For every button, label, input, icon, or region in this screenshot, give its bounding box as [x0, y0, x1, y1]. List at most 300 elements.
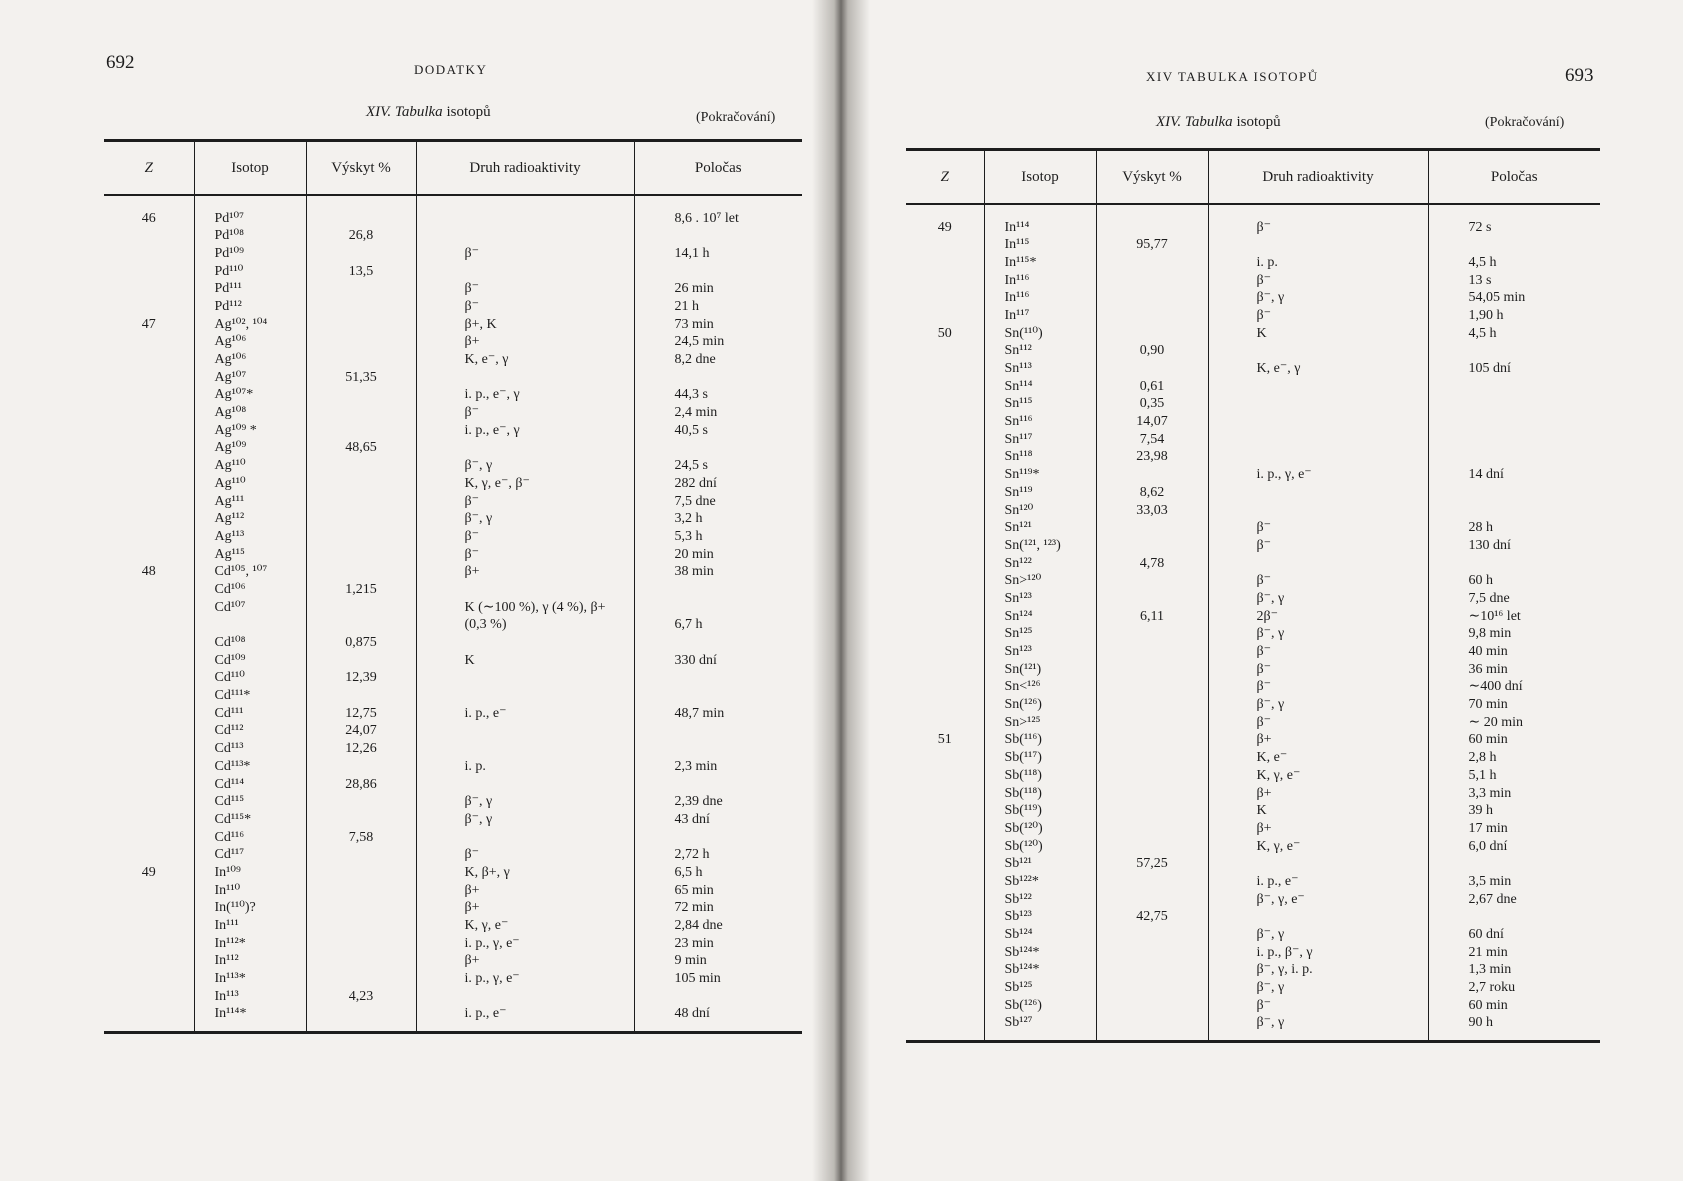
half-life: 3,3 min	[1468, 785, 1512, 801]
z-value	[104, 722, 194, 740]
half-life: 14 dní	[1468, 467, 1504, 483]
isotope-symbol: Ag¹¹⁰	[214, 458, 246, 474]
book-gutter	[812, 0, 870, 1181]
half-life: 2,3 min	[674, 758, 718, 774]
z-value	[104, 899, 194, 917]
decay-mode: K, γ, e⁻, β⁻	[464, 475, 530, 491]
decay-mode: β⁻, γ	[1256, 1015, 1285, 1031]
isotope-symbol: Sn¹¹⁹*	[1004, 467, 1040, 483]
z-value	[104, 846, 194, 864]
z-value	[906, 236, 984, 254]
caption-rest: isotopů	[1236, 114, 1281, 130]
header-decay: Druh radioaktivity	[1208, 150, 1428, 204]
occurrence-value	[1097, 360, 1208, 378]
isotope-symbol: In¹¹¹	[214, 918, 239, 933]
z-value	[906, 555, 984, 573]
z-value	[104, 705, 194, 723]
z-value	[906, 643, 984, 661]
half-life: 2,67 dne	[1468, 891, 1517, 907]
half-life	[635, 634, 803, 652]
occurrence-value: 1,215	[345, 581, 377, 597]
half-life: 105 min	[674, 971, 721, 987]
running-head: DODATKY	[414, 62, 488, 77]
z-value	[104, 634, 194, 652]
header-occurrence: Výskyt %	[306, 141, 416, 195]
half-life	[1429, 502, 1601, 520]
isotope-symbol: Pd¹¹²	[214, 298, 242, 314]
half-life	[635, 776, 803, 794]
occurrence-value	[1097, 820, 1208, 838]
half-life: 2,39 dne	[674, 794, 723, 810]
occurrence-value	[307, 298, 416, 316]
column-z	[104, 195, 194, 1033]
half-life	[1429, 431, 1601, 449]
decay-mode: β⁻	[1256, 997, 1272, 1013]
z-value	[906, 749, 984, 767]
decay-mode: K, e⁻, γ	[464, 352, 509, 367]
decay-mode: i. p., e⁻	[1256, 873, 1299, 889]
z-value	[906, 608, 984, 626]
isotope-symbol: Cd¹¹³*	[214, 758, 251, 774]
decay-mode: i. p.	[1256, 254, 1278, 270]
z-value: 50	[937, 325, 952, 341]
decay-mode: β+	[1256, 732, 1272, 748]
decay-mode: β⁻	[1256, 661, 1272, 677]
z-value	[906, 1014, 984, 1032]
z-value	[906, 413, 984, 431]
occurrence-value	[1097, 926, 1208, 944]
isotope-symbol: In¹¹⁵	[1004, 237, 1030, 253]
isotope-symbol: Cd¹¹⁵	[214, 794, 245, 810]
isotope-symbol: Sn¹²⁴	[1004, 608, 1033, 624]
decay-mode: β⁻	[464, 847, 480, 863]
isotope-symbol: Cd¹¹¹*	[214, 688, 251, 704]
decay-mode: K	[1256, 325, 1267, 341]
half-life: 72 min	[674, 900, 714, 916]
occurrence-value	[1097, 714, 1208, 732]
isotope-table	[906, 148, 1600, 1043]
continued-label: (Pokračování)	[1485, 115, 1565, 130]
isotope-symbol: Pd¹⁰⁷	[214, 210, 244, 226]
half-life: 2,4 min	[674, 405, 718, 421]
isotope-symbol: Sn¹²³	[1004, 590, 1032, 606]
isotope-symbol: Sn¹¹³	[1004, 361, 1032, 376]
decay-mode: β⁻	[1256, 714, 1272, 730]
header-z: Z	[906, 150, 984, 204]
z-value	[104, 952, 194, 970]
isotope-symbol: In¹¹²*	[214, 935, 246, 951]
z-value	[906, 360, 984, 378]
page-number: 692	[106, 52, 135, 73]
decay-mode: i. p., β⁻, γ	[1256, 944, 1313, 960]
isotope-symbol: Cd¹¹⁴	[214, 776, 245, 792]
isotope-symbol: Sb¹²²*	[1004, 873, 1039, 889]
z-value	[104, 758, 194, 776]
z-value	[104, 528, 194, 546]
occurrence-value	[307, 280, 416, 298]
z-value	[104, 510, 194, 528]
isotope-symbol: Sb(¹¹⁸)	[1004, 785, 1042, 801]
occurrence-value: 7,54	[1139, 431, 1165, 447]
half-life: 60 h	[1468, 573, 1493, 589]
z-value	[906, 395, 984, 413]
occurrence-value	[1097, 643, 1208, 661]
occurrence-value	[307, 616, 416, 634]
half-life	[1429, 855, 1601, 873]
decay-mode	[417, 988, 634, 1006]
half-life	[635, 829, 803, 847]
occurrence-value	[307, 917, 416, 935]
half-life	[1429, 378, 1601, 396]
decay-mode	[417, 369, 634, 387]
column-decay	[1208, 204, 1428, 1042]
half-life	[635, 669, 803, 687]
isotope-symbol: Ag¹¹³	[214, 528, 245, 544]
half-life: 90 h	[1468, 1015, 1493, 1031]
half-life	[635, 687, 803, 705]
decay-mode: i. p., e⁻, γ	[464, 387, 520, 403]
z-value	[906, 767, 984, 785]
half-life: 28 h	[1468, 520, 1493, 536]
half-life: 5,1 h	[1468, 767, 1497, 783]
isotope-symbol: Sn¹¹⁸	[1004, 449, 1033, 465]
isotope-symbol: Sn¹²³	[1004, 644, 1032, 659]
half-life: 21 min	[1468, 944, 1508, 960]
isotope-symbol: Sn¹¹⁷	[1004, 431, 1033, 447]
isotope-symbol: Cd¹⁰⁸	[214, 635, 246, 650]
z-value	[104, 616, 194, 634]
half-life: 23 min	[674, 935, 714, 951]
half-life: 60 min	[1468, 732, 1508, 748]
occurrence-value	[307, 864, 416, 882]
decay-mode: (0,3 %)	[464, 617, 507, 633]
decay-mode: β⁻	[464, 281, 480, 297]
isotope-symbol: Sb¹²⁴*	[1004, 944, 1040, 960]
occurrence-value: 12,39	[345, 670, 377, 686]
z-value	[906, 590, 984, 608]
half-life: 8,2 dne	[674, 352, 716, 367]
occurrence-value	[307, 811, 416, 829]
isotope-symbol: Pd¹⁰⁹	[214, 245, 244, 261]
isotope-symbol: Ag¹⁰⁷	[214, 369, 247, 385]
half-life: 40 min	[1468, 644, 1508, 659]
isotope-symbol: Sn(¹²¹, ¹²³)	[1004, 537, 1061, 553]
half-life: ∼400 dní	[1468, 679, 1523, 695]
decay-mode: K	[1256, 803, 1267, 819]
occurrence-value: 12,26	[345, 741, 377, 757]
half-life: 9 min	[674, 953, 707, 969]
decay-mode	[1209, 395, 1428, 413]
decay-mode	[1209, 502, 1428, 520]
decay-mode: β⁻	[464, 405, 480, 421]
isotope-symbol: Sb(¹¹⁶)	[1004, 732, 1042, 748]
half-life: 4,5 h	[1468, 325, 1497, 341]
decay-mode: β⁻	[464, 493, 480, 509]
isotope-symbol: Ag¹¹⁵	[214, 546, 245, 562]
half-life: 4,5 h	[1468, 254, 1497, 270]
occurrence-value	[1097, 272, 1208, 290]
z-value	[104, 404, 194, 422]
half-life	[635, 227, 803, 245]
isotope-symbol: Sb¹²⁷	[1004, 1015, 1033, 1031]
decay-mode: β⁻, γ	[464, 794, 493, 810]
isotope-symbol: Cd¹⁰⁷	[214, 599, 246, 615]
half-life: 60 dní	[1468, 927, 1504, 942]
decay-mode: β+	[464, 900, 480, 916]
z-value	[906, 572, 984, 590]
z-value	[104, 280, 194, 298]
occurrence-value	[1097, 785, 1208, 803]
decay-mode	[417, 776, 634, 794]
isotope-symbol: Ag¹⁰⁷*	[214, 387, 254, 403]
occurrence-value: 0,875	[345, 635, 377, 650]
continued-label: (Pokračování)	[696, 110, 776, 125]
isotope-symbol: Cd¹¹²	[214, 723, 244, 739]
half-life	[635, 439, 803, 457]
half-life	[635, 740, 803, 758]
isotope-symbol: Sb(¹¹⁸)	[1004, 767, 1042, 783]
occurrence-value	[1097, 838, 1208, 856]
occurrence-value: 8,62	[1139, 484, 1165, 500]
isotope-symbol: Cd¹¹⁰	[214, 670, 245, 686]
isotope-symbol: Sb(¹²⁶)	[1004, 997, 1042, 1013]
occurrence-value: 95,77	[1136, 237, 1168, 253]
z-value	[906, 891, 984, 909]
occurrence-value	[1097, 537, 1208, 555]
occurrence-value: 24,07	[345, 723, 377, 739]
isotope-symbol: Cd¹⁰⁵, ¹⁰⁷	[214, 564, 268, 580]
half-life	[1429, 448, 1601, 466]
occurrence-value: 28,86	[345, 776, 377, 792]
occurrence-value	[1097, 572, 1208, 590]
isotope-symbol: Sb¹²⁴*	[1004, 962, 1040, 978]
occurrence-value	[307, 510, 416, 528]
half-life: 39 h	[1468, 803, 1493, 819]
isotope-symbol: Sn¹¹⁵	[1004, 396, 1033, 412]
occurrence-value	[307, 404, 416, 422]
isotope-symbol: In¹¹²	[214, 953, 239, 969]
z-value	[104, 776, 194, 794]
decay-mode: 2β⁻	[1256, 608, 1279, 624]
caption-number: XIV.	[366, 104, 392, 120]
isotope-symbol: In¹¹³	[214, 988, 239, 1004]
half-life: 282 dní	[674, 475, 717, 491]
z-value	[906, 961, 984, 979]
half-life: 65 min	[674, 882, 714, 898]
header-isotope: Isotop	[194, 141, 306, 195]
caption-italic: Tabulka	[1184, 114, 1233, 130]
occurrence-value	[307, 422, 416, 440]
occurrence-value	[307, 210, 416, 228]
occurrence-value	[1097, 219, 1208, 237]
half-life	[635, 581, 803, 599]
half-life: 7,5 dne	[1468, 590, 1510, 606]
z-value	[906, 342, 984, 360]
half-life: 7,5 dne	[674, 493, 716, 509]
decay-mode: K, γ, e⁻	[1256, 767, 1301, 783]
z-value	[104, 439, 194, 457]
z-value	[104, 652, 194, 670]
occurrence-value	[1097, 1014, 1208, 1032]
occurrence-value: 42,75	[1136, 909, 1168, 925]
occurrence-value	[1097, 997, 1208, 1015]
decay-mode	[1209, 908, 1428, 926]
occurrence-value: 7,58	[348, 829, 374, 845]
z-value	[906, 537, 984, 555]
half-life: 70 min	[1468, 697, 1508, 713]
decay-mode: β⁻	[1256, 644, 1272, 659]
decay-mode	[417, 669, 634, 687]
z-value	[906, 838, 984, 856]
occurrence-value	[307, 563, 416, 581]
z-value: 46	[141, 210, 156, 226]
decay-mode: β⁻, γ, i. p.	[1256, 962, 1313, 978]
occurrence-value	[1097, 678, 1208, 696]
z-value	[104, 457, 194, 475]
half-life: 8,6 . 10⁷ let	[674, 210, 739, 226]
isotope-symbol: Sb(¹²⁰)	[1004, 820, 1043, 836]
isotope-symbol: Ag¹⁰⁸	[214, 405, 247, 421]
isotope-symbol: Sn¹²⁵	[1004, 626, 1033, 642]
z-value	[906, 855, 984, 873]
occurrence-value	[1097, 979, 1208, 997]
decay-mode	[1209, 431, 1428, 449]
z-value	[906, 502, 984, 520]
half-life: 9,8 min	[1468, 626, 1512, 642]
half-life: 60 min	[1468, 997, 1508, 1013]
z-value	[906, 696, 984, 714]
decay-mode	[1209, 855, 1428, 873]
occurrence-value	[1097, 289, 1208, 307]
right-page	[870, 0, 1683, 1181]
z-value	[906, 908, 984, 926]
column-z	[906, 204, 984, 1042]
decay-mode: β+	[1256, 820, 1272, 836]
occurrence-value: 13,5	[348, 263, 374, 279]
decay-mode	[417, 439, 634, 457]
decay-mode	[1209, 413, 1428, 431]
isotope-symbol: In(¹¹⁰)?	[214, 900, 256, 916]
decay-mode: K (∼100 %), γ (4 %), β+	[464, 599, 606, 615]
decay-mode	[417, 722, 634, 740]
occurrence-value	[307, 528, 416, 546]
decay-mode: i. p.	[464, 758, 486, 774]
half-life: 36 min	[1468, 661, 1508, 677]
isotope-symbol: Ag¹¹¹	[214, 493, 245, 509]
page-number: 693	[1565, 65, 1594, 86]
z-value	[104, 669, 194, 687]
z-value	[104, 369, 194, 387]
decay-mode	[417, 581, 634, 599]
occurrence-value	[307, 333, 416, 351]
occurrence-value	[1097, 590, 1208, 608]
decay-mode: K, β+, γ	[464, 864, 510, 880]
isotope-symbol: Sn¹¹²	[1004, 343, 1032, 359]
isotope-symbol: In¹¹⁴	[1004, 219, 1030, 235]
decay-mode	[1209, 342, 1428, 360]
isotope-symbol: Sn¹²¹	[1004, 520, 1032, 536]
z-value	[104, 970, 194, 988]
decay-mode: β+	[1256, 785, 1272, 801]
half-life: 2,84 dne	[674, 918, 723, 933]
z-value	[906, 714, 984, 732]
z-value	[104, 581, 194, 599]
occurrence-value	[307, 687, 416, 705]
column-occurrence	[306, 195, 416, 1033]
decay-mode	[417, 634, 634, 652]
occurrence-value: 0,90	[1139, 343, 1165, 359]
occurrence-value: 57,25	[1136, 856, 1168, 872]
isotope-symbol: Sn<¹²⁶	[1004, 679, 1041, 695]
z-value	[104, 245, 194, 263]
half-life	[1429, 484, 1601, 502]
half-life	[1429, 236, 1601, 254]
isotope-symbol: Sb¹²¹	[1004, 856, 1032, 872]
occurrence-value	[1097, 749, 1208, 767]
header-decay: Druh radioaktivity	[416, 141, 634, 195]
z-value	[906, 785, 984, 803]
header-halflife: Poločas	[1428, 150, 1600, 204]
z-value	[104, 298, 194, 316]
isotope-symbol: Cd¹¹³	[214, 741, 244, 757]
column-halflife	[634, 195, 802, 1033]
z-value	[104, 493, 194, 511]
decay-mode: β+	[464, 953, 480, 969]
isotope-symbol: Cd¹¹¹	[214, 705, 244, 721]
z-value	[906, 944, 984, 962]
z-value	[906, 997, 984, 1015]
occurrence-value	[307, 546, 416, 564]
isotope-symbol: Cd¹¹⁶	[214, 829, 245, 845]
header-z: Z	[104, 141, 194, 195]
half-life: ∼ 20 min	[1468, 714, 1524, 730]
isotope-symbol: Sn>¹²⁵	[1004, 714, 1041, 730]
column-occurrence	[1096, 204, 1208, 1042]
isotope-symbol: Sb(¹¹⁹)	[1004, 803, 1042, 819]
occurrence-value	[1097, 891, 1208, 909]
half-life: 2,72 h	[674, 847, 710, 863]
isotope-symbol: Sn(¹²¹)	[1004, 661, 1042, 677]
occurrence-value: 4,78	[1139, 555, 1165, 571]
occurrence-value: 4,23	[348, 988, 374, 1004]
decay-mode	[417, 829, 634, 847]
decay-mode	[417, 210, 634, 228]
half-life	[635, 599, 803, 617]
z-value	[104, 988, 194, 1006]
isotope-symbol: Sn¹¹⁹	[1004, 484, 1033, 500]
half-life	[1429, 413, 1601, 431]
z-value	[104, 829, 194, 847]
decay-mode: β⁻, γ, e⁻	[1256, 891, 1305, 907]
half-life: 3,5 min	[1468, 873, 1512, 889]
z-value	[906, 466, 984, 484]
decay-mode: β⁻, γ	[1256, 980, 1285, 996]
z-value	[104, 546, 194, 564]
half-life: 2,8 h	[1468, 750, 1497, 766]
left-page	[0, 0, 812, 1181]
isotope-symbol: Sb¹²³	[1004, 909, 1032, 925]
isotope-symbol: In¹¹⁷	[1004, 307, 1030, 323]
half-life: 2,7 roku	[1468, 980, 1516, 996]
occurrence-value	[1097, 961, 1208, 979]
occurrence-value: 26,8	[348, 228, 374, 244]
decay-mode: β⁻, γ	[1256, 697, 1285, 713]
occurrence-value	[1097, 307, 1208, 325]
isotope-symbol: Sb¹²²	[1004, 891, 1032, 907]
half-life: 17 min	[1468, 820, 1508, 836]
half-life: 21 h	[674, 298, 699, 314]
isotope-symbol: Sn>¹²⁰	[1004, 573, 1042, 589]
